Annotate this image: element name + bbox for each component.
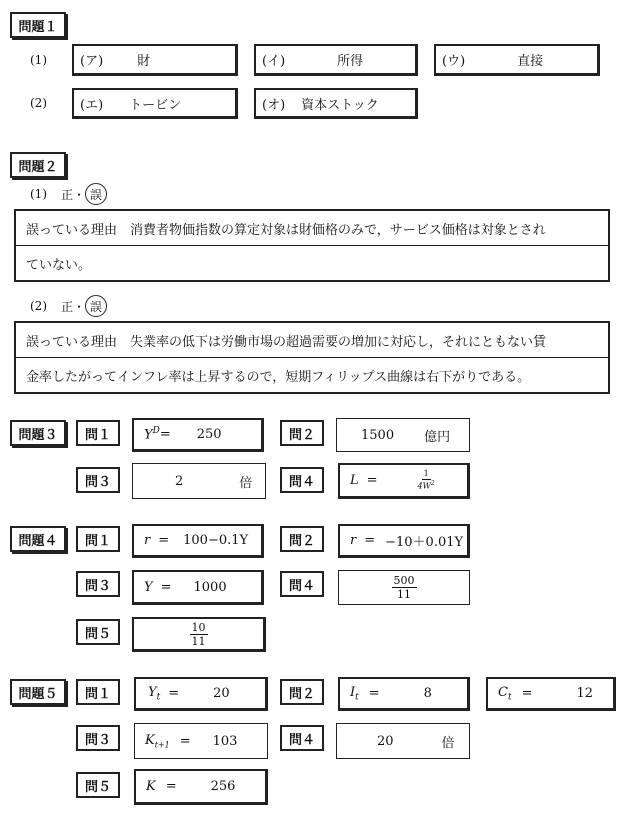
q4-m2-answer	[338, 524, 470, 558]
q1-u-tag: (ウ)	[442, 54, 466, 69]
q1-e-tag: (エ)	[80, 97, 104, 113]
q1-answer-o	[254, 88, 418, 119]
q4-m2-eq: =	[364, 533, 376, 548]
q2-p1-reason-box	[14, 209, 610, 282]
q4-m3-answer	[132, 570, 264, 605]
q5-m1-value: 20	[213, 686, 230, 701]
q4-m2-label: 問２	[280, 526, 324, 552]
q1-i-tag: (イ)	[262, 54, 286, 69]
q1-u-value: 直接	[517, 54, 544, 69]
q2-p1-go-circled: 誤	[85, 183, 107, 205]
q2-label: 問題２	[10, 152, 66, 178]
q3-m3-label: 問３	[76, 467, 120, 493]
q4-m5-den: 11	[191, 634, 206, 648]
q5-c-eq: =	[521, 686, 533, 701]
q4-m3-value: 1000	[193, 579, 227, 595]
q5-m2-answer	[338, 677, 470, 711]
q5-m3-label: 問３	[76, 725, 120, 751]
q2-p1-num: (1)	[30, 187, 47, 201]
q1-answer-i	[254, 44, 418, 76]
q1-o-value: 資本ストック	[301, 97, 379, 113]
q2-p1-sei: 正・	[61, 187, 86, 202]
q1-row2-num: (2)	[30, 96, 47, 110]
q5-m5-answer	[134, 769, 268, 805]
q3-m4-var: L	[350, 473, 359, 488]
q3-m2-label: 問２	[280, 420, 324, 446]
q4-m5-answer	[132, 617, 266, 652]
q1-a-tag: (ア)	[80, 54, 104, 69]
q4-m3-eq: =	[160, 579, 172, 595]
q5-m1-answer	[134, 677, 268, 711]
q2-p2-reason-box	[14, 321, 610, 394]
q1-row1-num: (1)	[30, 53, 47, 67]
q5-m1-label: 問１	[76, 679, 120, 705]
q5-m3-var: $K_{t+1}$	[145, 732, 170, 750]
q2-p1-line2: ていない。	[16, 245, 608, 280]
q4-m3-var: Y	[144, 579, 153, 595]
q2-p1-choice	[30, 183, 107, 205]
q4-m4-answer	[338, 570, 470, 605]
q3-m3-unit: 倍	[239, 475, 253, 491]
q4-m2-var: r	[350, 533, 357, 548]
q1-answer-e	[72, 88, 238, 119]
q3-m1-answer	[132, 418, 264, 452]
q3-m1-var: $Y^D$	[144, 426, 160, 443]
q5-m2-label: 問２	[280, 679, 324, 705]
q4-m3-label: 問３	[76, 571, 120, 597]
q4-m1-answer	[132, 524, 264, 558]
q5-m3-eq: =	[179, 733, 191, 749]
q4-m2-value: −10＋0.01Y	[385, 535, 464, 550]
q5-c-value: 12	[576, 686, 594, 701]
q3-m1-value: 250	[196, 427, 222, 442]
q4-m4-fraction	[392, 575, 417, 600]
q4-m1-label: 問１	[76, 526, 120, 552]
q3-m3-value: 2	[175, 473, 184, 489]
q5-m2-eq: =	[368, 686, 380, 701]
q1-e-value: トービン	[129, 97, 182, 113]
q2-p1-line1: 誤っている理由 消費者物価指数の算定対象は財価格のみで，サービス価格は対象とされ	[26, 222, 546, 238]
q5-m3-value: 103	[212, 733, 238, 749]
q5-m5-var: K	[146, 779, 156, 794]
q4-m4-num: 500	[393, 574, 415, 587]
q5-c-answer	[486, 677, 616, 711]
q2-p2-choice	[30, 295, 107, 317]
q5-m5-eq: =	[165, 779, 177, 794]
q5-m2-value: 8	[423, 686, 432, 701]
q1-answer-u	[434, 44, 600, 76]
q2-p2-num: (2)	[30, 299, 47, 313]
q2-p2-sei: 正・	[61, 299, 86, 314]
q4-m4-label: 問４	[280, 571, 324, 597]
q5-m1-eq: =	[168, 686, 180, 701]
q3-m1-label: 問１	[76, 420, 120, 446]
q2-p2-go-circled: 誤	[85, 295, 107, 317]
q3-m3-answer	[132, 463, 266, 499]
q2-p2-line2: 金率したがってインフレ率は上昇するので，短期フィリップス曲線は右下がりである。	[16, 357, 608, 392]
q5-m4-unit: 倍	[441, 735, 455, 751]
q4-m5-fraction	[190, 622, 208, 647]
q5-m4-label: 問４	[280, 725, 324, 751]
q5-label: 問題５	[10, 679, 66, 705]
q3-m4-num: 1	[423, 469, 429, 479]
q3-m4-answer	[338, 463, 470, 499]
q1-label: 問題１	[10, 12, 66, 38]
q4-m1-var: r	[144, 533, 151, 548]
q3-m4-eq: =	[366, 473, 378, 488]
q5-c-var: $C_t$	[498, 684, 512, 703]
q4-m1-eq: =	[158, 533, 170, 548]
q3-m2-answer	[336, 418, 470, 452]
q3-m4-fraction	[418, 470, 435, 491]
q3-m1-eq: =	[159, 427, 171, 442]
q5-m5-label: 問５	[76, 772, 120, 798]
q1-answer-a	[72, 44, 238, 76]
q5-m4-answer	[336, 723, 470, 759]
q2-p2-line1: 誤っている理由 失業率の低下は労働市場の超過需要の増加に対応し，それにともない賃	[26, 334, 547, 350]
q3-m4-den: $4W^2$	[417, 480, 435, 491]
q4-m5-num: 10	[191, 620, 206, 634]
q5-m5-value: 256	[210, 779, 236, 794]
q1-i-value: 所得	[337, 54, 364, 69]
q5-m1-var: $Y_t$	[148, 684, 161, 703]
q4-m1-value: 100−0.1Y	[183, 533, 249, 548]
q4-m5-label: 問５	[76, 619, 120, 645]
q5-m2-var: $I_t$	[350, 684, 359, 703]
q1-a-value: 財	[137, 54, 151, 69]
q3-m2-unit: 億円	[424, 429, 451, 445]
q3-m2-value: 1500	[361, 427, 395, 443]
q3-m4-label: 問４	[280, 467, 324, 493]
q4-label: 問題４	[10, 526, 66, 552]
q5-m3-answer	[134, 723, 268, 759]
q3-label: 問題３	[10, 420, 66, 446]
q1-o-tag: (オ)	[262, 97, 286, 113]
q4-m4-den: 11	[397, 588, 411, 601]
q5-m4-value: 20	[377, 733, 394, 749]
